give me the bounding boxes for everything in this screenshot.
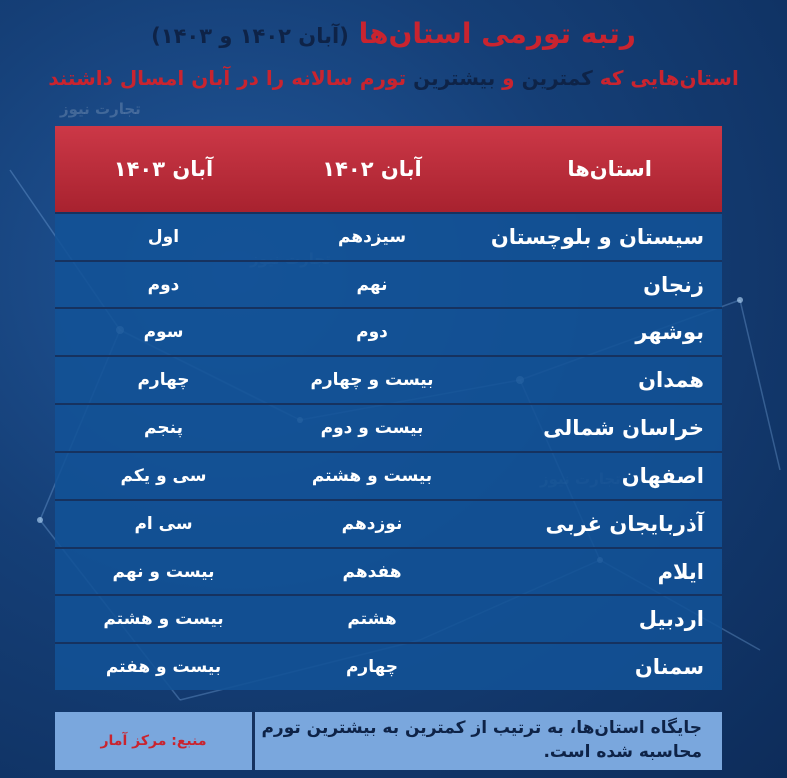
header-provinces: استان‌ها — [567, 156, 652, 181]
rank-1402-cell: بیست و چهارم — [310, 370, 434, 391]
rank-1403-cell: چهارم — [137, 370, 190, 391]
rank-1402-cell: هفدهم — [342, 561, 402, 582]
header-aban-1403: آبان ۱۴۰۳ — [113, 156, 214, 181]
source-label: منبع: مرکز آمار — [100, 733, 207, 749]
methodology-note: جایگاه استان‌ها، به ترتیب از کمترین به بیشترین تورم محاسبه شده است. — [252, 712, 722, 770]
province-cell: سیستان و بلوچستان — [490, 224, 704, 249]
rank-1403-cell: پنجم — [144, 418, 183, 439]
province-cell: آذربایجان غربی — [545, 511, 704, 536]
header-aban-1402: آبان ۱۴۰۲ — [322, 156, 422, 181]
province-cell: سمنان — [634, 655, 704, 680]
table-row — [55, 309, 722, 357]
table-row — [55, 357, 722, 405]
rank-1402-cell: بیست و هشتم — [311, 465, 433, 486]
rank-1402-cell: نهم — [356, 274, 388, 295]
subtitle-part: و — [495, 66, 522, 90]
rank-1403-cell: سی ام — [134, 513, 193, 534]
table-row — [55, 549, 722, 597]
table-row — [55, 453, 722, 501]
rank-1403-cell: سوم — [143, 322, 184, 343]
page-title — [0, 14, 787, 56]
subtitle-keyword-least: کمترین — [521, 66, 593, 90]
rank-1403-cell: بیست و هفتم — [105, 657, 222, 678]
table-row — [55, 501, 722, 549]
province-cell: بوشهر — [635, 320, 704, 345]
province-cell: اردبیل — [638, 607, 704, 632]
table-header — [55, 126, 722, 214]
title-period: (آبان ۱۴۰۲ و ۱۴۰۳) — [151, 24, 349, 48]
table-row — [55, 214, 722, 262]
page-subtitle — [0, 62, 787, 94]
subtitle-part: استان‌هایی که — [592, 66, 739, 90]
province-cell: اصفهان — [621, 463, 704, 488]
province-cell: همدان — [638, 368, 704, 393]
rank-1403-cell: بیست و نهم — [112, 561, 215, 582]
rank-1402-cell: دوم — [356, 322, 388, 343]
table-row — [55, 644, 722, 690]
rank-1403-cell: سی و یکم — [120, 465, 207, 486]
rank-1402-cell: نوزدهم — [341, 513, 403, 534]
watermark-logo: تجارت نیوز — [60, 100, 141, 118]
table-row — [55, 262, 722, 310]
rank-1402-cell: هشتم — [347, 609, 397, 630]
province-cell: خراسان شمالی — [543, 416, 704, 441]
table-row — [55, 596, 722, 644]
subtitle-keyword-most: بیشترین — [413, 66, 496, 90]
footer-bar — [55, 712, 722, 770]
rank-1403-cell: اول — [147, 226, 180, 247]
table-row — [55, 405, 722, 453]
province-cell: زنجان — [643, 272, 704, 297]
rank-1402-cell: بیست و دوم — [320, 418, 424, 439]
province-cell: ایلام — [657, 559, 704, 584]
rank-1403-cell: بیست و هشتم — [103, 609, 224, 630]
ranking-table — [55, 126, 722, 690]
title-main: رتبه تورمی استان‌ها — [358, 17, 636, 50]
rank-1402-cell: سیزدهم — [337, 226, 407, 247]
rank-1402-cell: چهارم — [345, 657, 399, 678]
subtitle-part: تورم سالانه را در آبان امسال داشتند — [48, 66, 414, 90]
rank-1403-cell: دوم — [147, 274, 180, 295]
